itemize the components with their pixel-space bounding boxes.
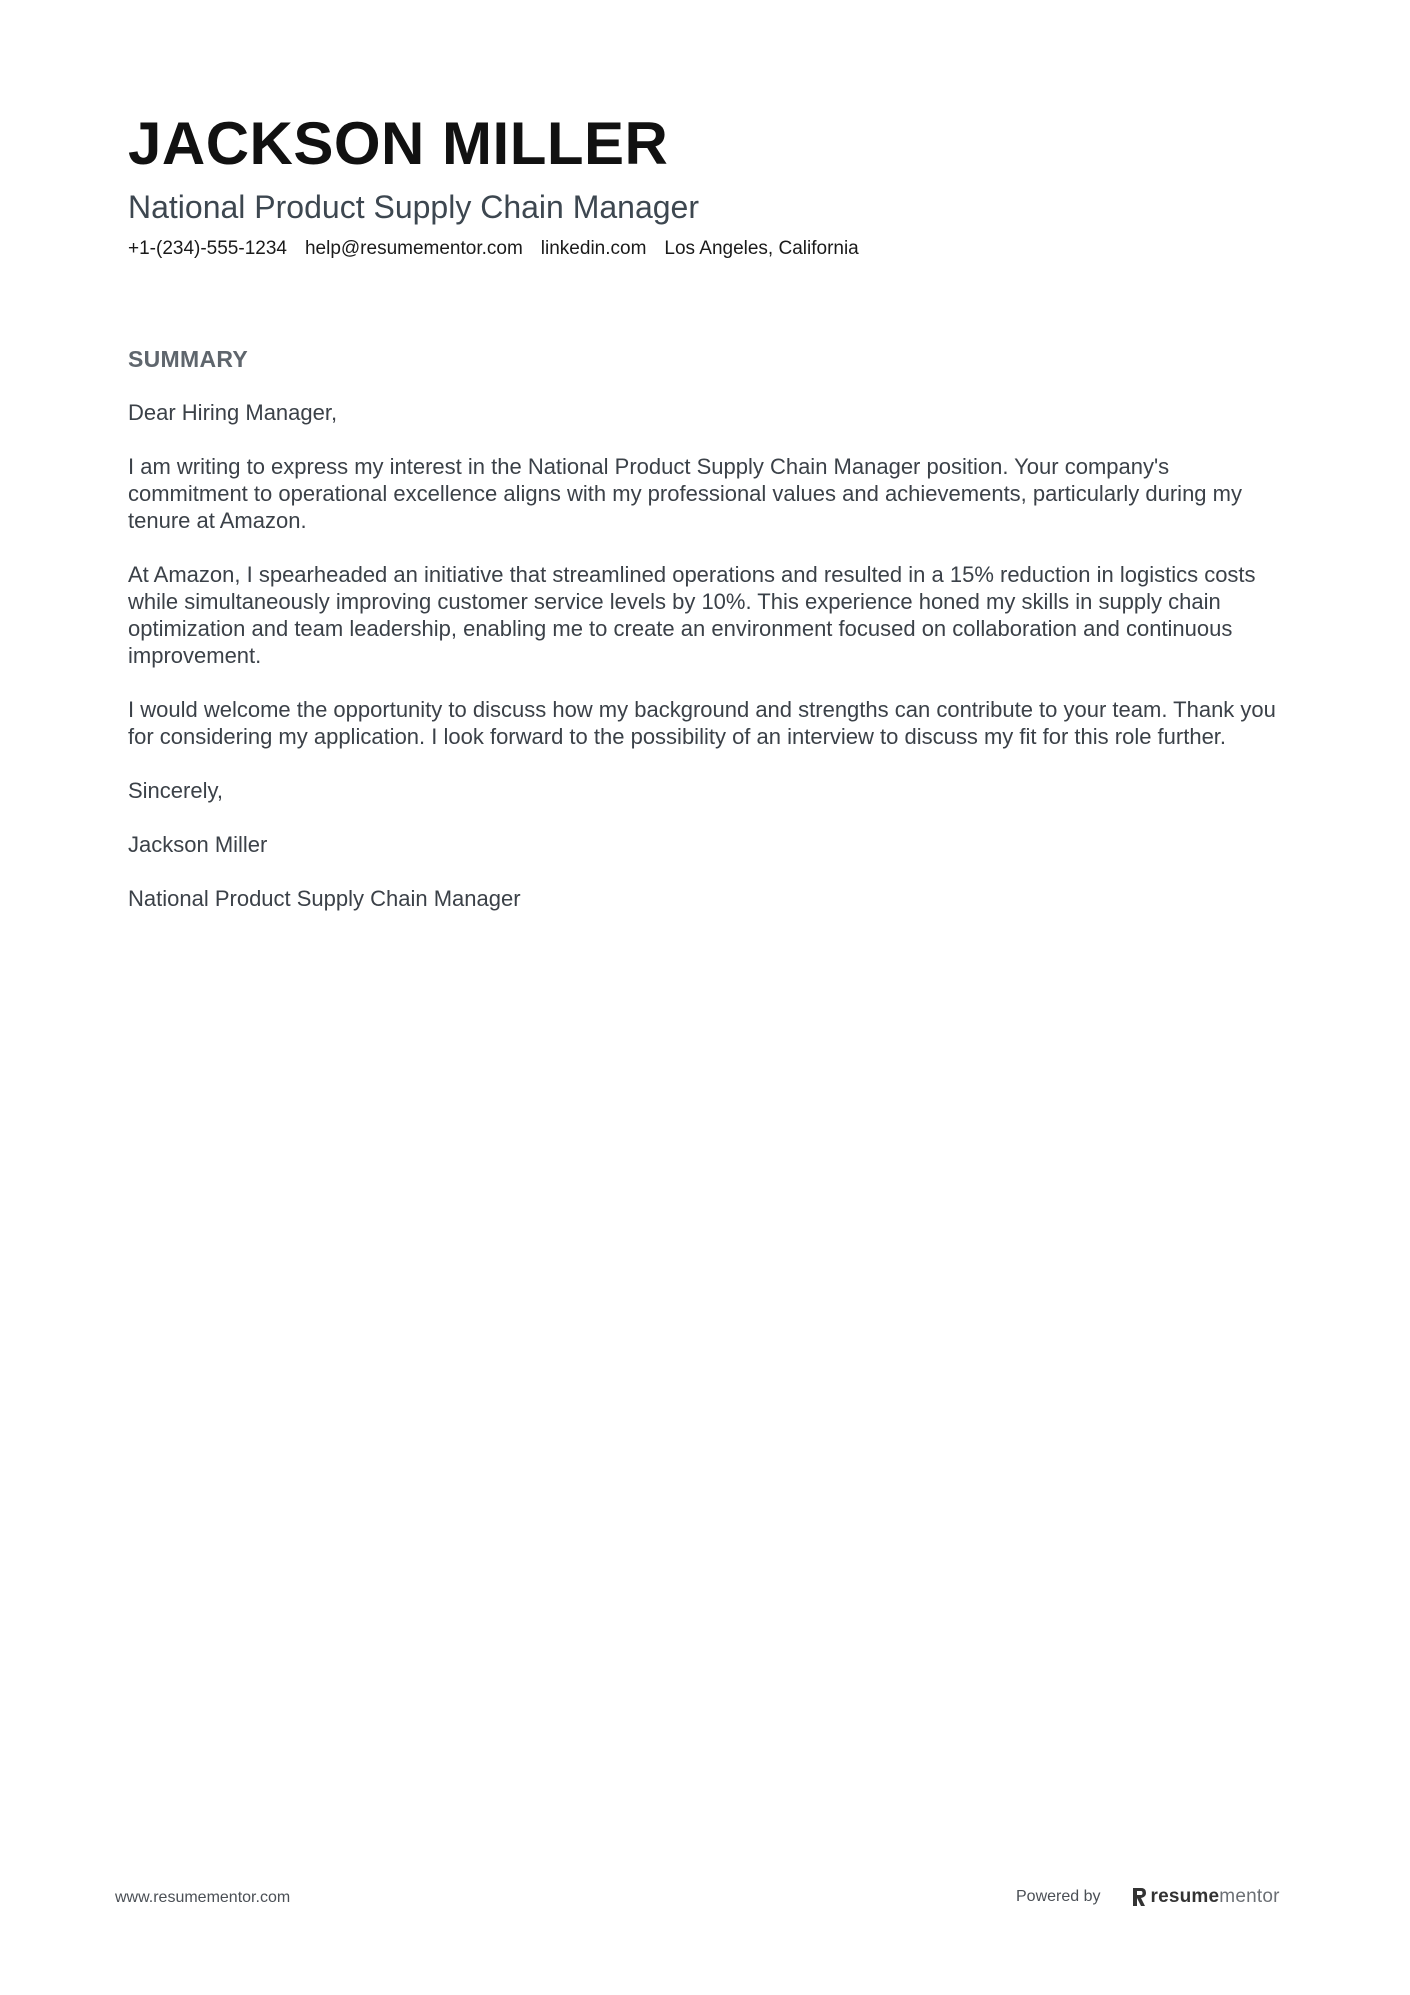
letter-paragraph-intro: I am writing to express my interest in the National Product Supply Chain Manager position. Your company's commitment to operational excellence aligns with my professional values and achievements, particularly during my tenure at Amazon. — [128, 454, 1242, 533]
resumementor-logo-icon — [1131, 1886, 1147, 1908]
brand-text-light: mentor — [1219, 1886, 1280, 1907]
powered-by-label: Powered by — [1016, 1888, 1101, 1905]
contact-linkedin[interactable]: linkedin.com — [540, 238, 647, 259]
footer-branding — [1016, 1882, 1280, 1912]
signature-name: Jackson Miller — [128, 832, 268, 857]
contact-phone: +1-(234)-555-1234 — [128, 238, 287, 259]
candidate-name: JACKSON MILLER — [128, 110, 669, 177]
footer-website[interactable]: www.resumementor.com — [115, 1889, 291, 1906]
summary-section — [128, 345, 1288, 939]
brand-text-bold: resume — [1150, 1886, 1220, 1907]
signature-title: National Product Supply Chain Manager — [128, 886, 521, 911]
contact-location: Los Angeles, California — [664, 238, 859, 259]
contact-email[interactable]: help@resumementor.com — [304, 238, 523, 259]
contact-info — [128, 236, 1288, 262]
header — [128, 108, 1288, 262]
brand-logo[interactable] — [1131, 1886, 1280, 1908]
sign-off: Sincerely, — [128, 778, 223, 803]
candidate-title: National Product Supply Chain Manager — [128, 189, 699, 225]
salutation: Dear Hiring Manager, — [128, 400, 338, 425]
summary-heading: SUMMARY — [128, 346, 249, 372]
letter-paragraph-closing: I would welcome the opportunity to discuss how my background and strengths can contribute to your team. Thank you for considering my application. I look forward to the possibility of an interview to discuss my fit for this role further. — [128, 697, 1276, 749]
letter-paragraph-experience: At Amazon, I spearheaded an initiative that streamlined operations and resulted in a 15% reduction in logistics costs while simultaneously improving customer service levels by 10%. This experience honed my skills in supply chain optimization and team leadership, enabling me to create an environment focused on collaboration and continuous improvement. — [128, 562, 1256, 668]
